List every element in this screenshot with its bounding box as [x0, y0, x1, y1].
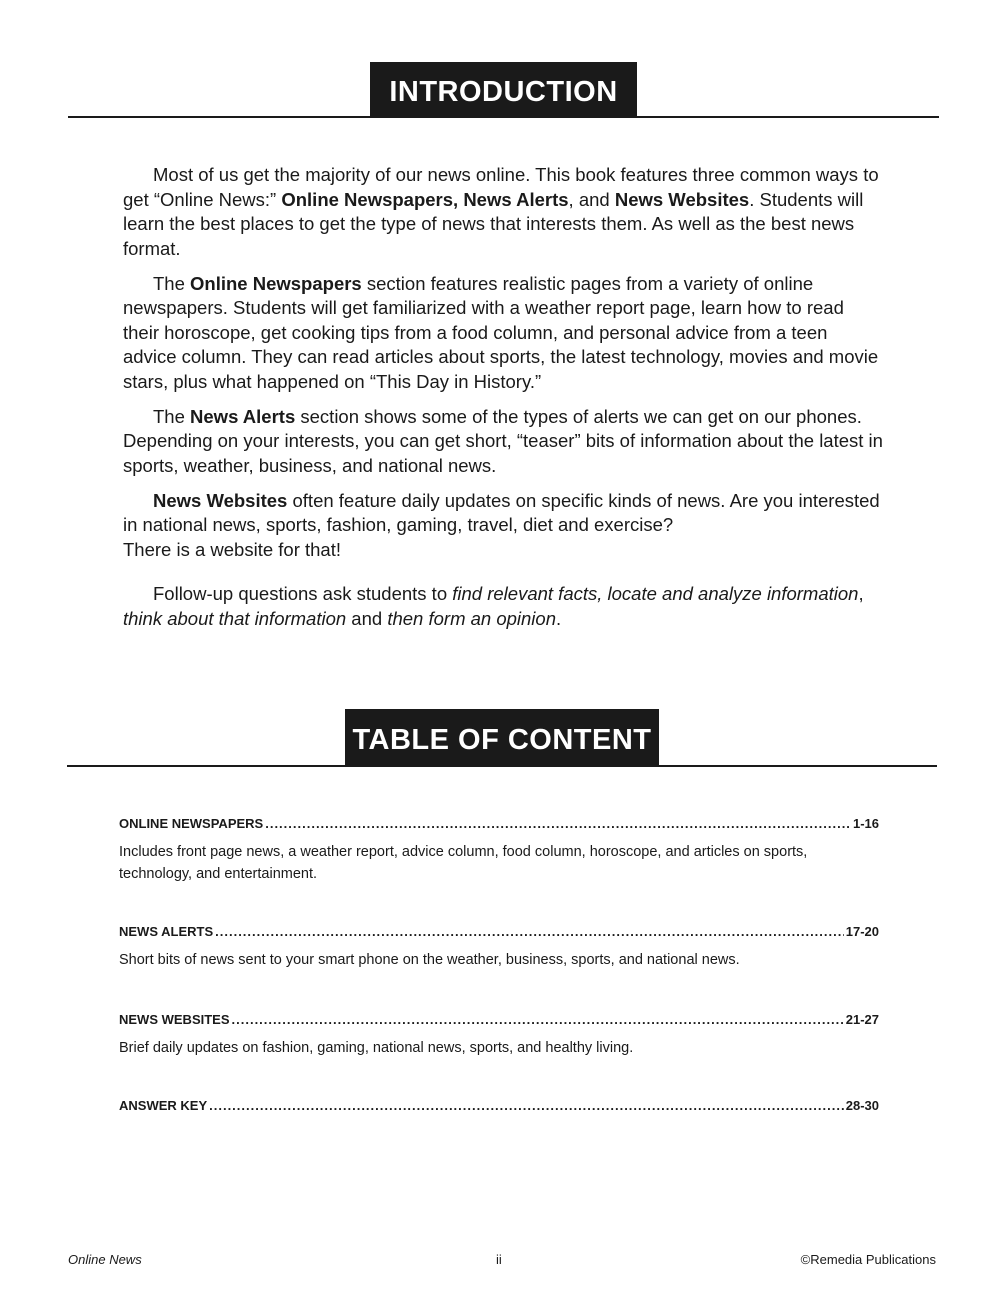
toc-page-range: 1-16: [852, 816, 879, 831]
text: Most of us get the majority of our news online. This book features three common ways to get “Online News:”: [123, 164, 879, 210]
intro-paragraph-5: [123, 582, 883, 631]
bold-text: Online Newspapers: [190, 272, 362, 294]
bold-text: Online Newspapers, News Alerts: [281, 188, 569, 210]
intro-paragraph-1: [123, 163, 883, 261]
italic-text: think about that information: [123, 607, 347, 629]
intro-paragraph-2: [123, 272, 883, 395]
toc-divider: [67, 765, 937, 767]
intro-paragraph-3: [123, 405, 883, 479]
introduction-body: [123, 163, 883, 642]
text: ,: [858, 583, 864, 604]
table-of-content-heading: TABLE OF CONTENT: [345, 709, 659, 765]
toc-entry-answer-key[interactable]: [119, 1098, 879, 1116]
italic-text: then form an opinion: [387, 607, 556, 629]
toc-title: ANSWER KEY: [119, 1098, 208, 1113]
text: and: [346, 607, 388, 629]
italic-text: find relevant facts, locate and analyze information: [452, 583, 859, 604]
introduction-heading: INTRODUCTION: [370, 62, 637, 118]
toc-entry-news-alerts[interactable]: [119, 924, 879, 971]
toc-leader-dots: [265, 816, 851, 831]
intro-paragraph-4: [123, 489, 883, 563]
toc-line: [119, 924, 879, 942]
footer-book-title: Online News: [68, 1252, 142, 1267]
text: Follow-up questions ask students to: [153, 583, 453, 604]
text: The: [153, 405, 191, 427]
toc-title: NEWS ALERTS: [119, 924, 214, 939]
bold-text: News Websites: [614, 188, 750, 210]
text: The: [153, 272, 191, 294]
toc-description: Brief daily updates on fashion, gaming, national news, sports, and healthy living.: [119, 1040, 634, 1056]
toc-leader-dots: [232, 1012, 844, 1027]
toc-entry-news-websites[interactable]: [119, 1012, 879, 1059]
toc-line: [119, 1012, 879, 1030]
toc-page-range: 21-27: [845, 1012, 879, 1027]
toc-entry-online-newspapers[interactable]: [119, 816, 879, 885]
toc-description: Short bits of news sent to your smart phone on the weather, business, sports, and national news.: [119, 952, 740, 968]
footer-page-number: ii: [496, 1252, 502, 1267]
text: section features realistic pages from a variety of online newspapers. Students will get familiarized with a weather report page, learn how to read their horoscope, get cooking tips from a food column, and personal advice from a teen advice column. They can read articles about sports, the latest technology, movies and movie stars, plus what happened on “This Day in History.”: [123, 272, 879, 392]
bold-text: News Alerts: [190, 405, 296, 427]
toc-leader-dots: [215, 924, 844, 939]
footer-copyright: ©Remedia Publications: [800, 1252, 936, 1267]
toc-page-range: 17-20: [845, 924, 879, 939]
text: There is a website for that!: [123, 538, 341, 560]
toc-title: ONLINE NEWSPAPERS: [119, 816, 264, 831]
toc-leader-dots: [209, 1098, 844, 1113]
bold-text: News Websites: [153, 489, 288, 511]
text: often feature daily updates on specific kinds of news. Are you interested in national news, sports, fashion, gaming, travel, diet and exercise?: [123, 489, 880, 535]
text: section shows some of the types of alerts we can get on our phones. Depending on your interests, you can get short, “teaser” bits of information about the latest in sports, weather, business, and national news.: [123, 405, 883, 476]
text: , and: [568, 188, 615, 210]
toc-title: NEWS WEBSITES: [119, 1012, 230, 1027]
text: . Students will learn the best places to get the type of news that interests them. As well as the best news format.: [123, 188, 864, 259]
toc-page-range: 28-30: [845, 1098, 879, 1113]
toc-description: Includes front page news, a weather report, advice column, food column, horoscope, and articles on sports, technology, and entertainment.: [119, 844, 808, 882]
text: .: [556, 607, 562, 629]
toc-line: [119, 1098, 879, 1116]
toc-line: [119, 816, 879, 834]
